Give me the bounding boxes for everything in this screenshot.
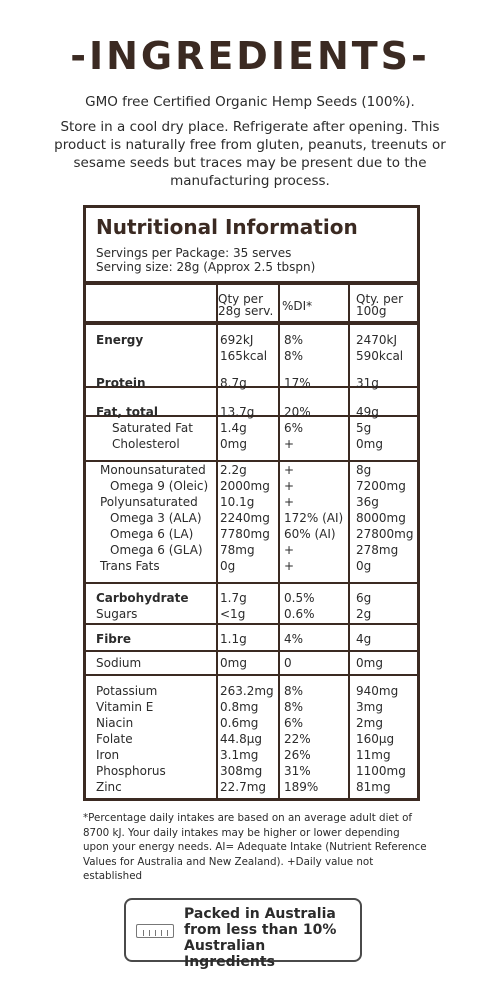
qty-per-100g: 0g [356,559,372,573]
percent-di: 6% [284,421,304,435]
qty-per-100g: 2mg [356,716,383,730]
qty-per-serve: 0mg [220,437,247,451]
percent-di: + [284,559,295,573]
nutrient-name: Carbohydrate [96,591,189,605]
qty-per-100g: 2g [356,607,372,621]
qty-per-serve: 22.7mg [220,780,267,794]
badge-line-2: from less than 10% [184,922,337,938]
badge-line-3: Australian Ingredients [184,938,275,970]
percent-di: + [284,437,295,451]
percent-di: 60% (AI) [284,527,336,541]
nutrient-name: Fat, total [96,405,158,419]
nutrient-name: Monounsaturated [100,463,206,477]
qty-per-serve: 2.2g [220,463,247,477]
column-divider-3 [348,285,350,801]
panel-title: Nutritional Information [96,215,358,239]
qty-per-100g: 49g [356,405,379,419]
percent-di: 8% [284,684,304,698]
qty-per-100g: 0mg [356,437,383,451]
qty-per-serve: 165kcal [220,349,268,363]
row-divider [86,623,417,625]
badge-line-1: Packed in Australia [184,906,336,922]
nutrient-name: Potassium [96,684,158,698]
qty-per-100g: 590kcal [356,349,404,363]
qty-per-100g: 8000mg [356,511,406,525]
nutrient-name: Protein [96,376,146,390]
header-per-100g-line2: 100g [356,304,387,318]
qty-per-100g: 4g [356,632,372,646]
nutrient-name: Phosphorus [96,764,166,778]
percent-di: + [284,543,295,557]
storage-text: Store in a cool dry place. Refrigerate after opening. This product is naturally free from gluten, peanuts, treenuts or sesame seeds but traces may be present due to the manufacturing process. [54,119,446,189]
qty-per-100g: 5g [356,421,372,435]
percent-di: 17% [284,376,311,390]
qty-per-100g: 1100mg [356,764,406,778]
percent-di: 0.5% [284,591,315,605]
qty-per-serve: 78mg [220,543,255,557]
qty-per-serve: 2240mg [220,511,270,525]
qty-per-serve: 0g [220,559,236,573]
qty-per-serve: 0.6mg [220,716,259,730]
percent-di: 20% [284,405,311,419]
qty-per-100g: 940mg [356,684,399,698]
nutrient-name: Omega 3 (ALA) [110,511,202,525]
nutrient-name: Omega 6 (GLA) [110,543,203,557]
percent-di: 26% [284,748,311,762]
qty-per-serve: 1.1g [220,632,247,646]
servings-per-package: Servings per Package: 35 serves [96,246,292,260]
qty-per-serve: 0mg [220,656,247,670]
qty-per-serve: 44.8µg [220,732,262,746]
percent-di: + [284,495,295,509]
qty-per-serve: 13.7g [220,405,255,419]
qty-per-100g: 3mg [356,700,383,714]
packed-in-australia-badge [124,898,362,970]
qty-per-serve: 8.7g [220,376,247,390]
nutrient-name: Folate [96,732,133,746]
qty-per-serve: 1.7g [220,591,247,605]
qty-per-serve: 2000mg [220,479,270,493]
row-divider [86,674,417,676]
ingredients-line: GMO free Certified Organic Hemp Seeds (100%). [85,94,415,110]
nutrient-name: Iron [96,748,120,762]
percent-di: 0 [284,656,292,670]
badge-text [184,906,360,970]
column-divider-1 [216,285,218,801]
header-per-serve-line1: Qty per [218,292,263,306]
percent-di: 8% [284,700,304,714]
footnote: *Percentage daily intakes are based on an average adult diet of 8700 kJ. Your daily intakes may be higher or lower depending upon your energy needs. AI= Adequate Intake (Nutrient Reference Values for Australia and New Zealand). +Daily value not established [83,812,427,883]
percent-di: + [284,463,295,477]
qty-per-100g: 2470kJ [356,333,398,347]
header-divider [86,281,417,285]
header-di: %DI* [282,299,313,313]
column-divider-2 [278,285,280,801]
qty-per-100g: 81mg [356,780,391,794]
nutrient-name: Fibre [96,632,131,646]
row-divider [86,650,417,652]
nutrient-name: Saturated Fat [112,421,193,435]
percent-di: 6% [284,716,304,730]
nutrient-name: Trans Fats [100,559,160,573]
qty-per-100g: 31g [356,376,379,390]
qty-per-serve: 10.1g [220,495,255,509]
nutrient-name: Vitamin E [96,700,154,714]
qty-per-serve: <1g [220,607,246,621]
nutrient-name: Energy [96,333,144,347]
nutrient-name: Sugars [96,607,138,621]
percent-di: 31% [284,764,311,778]
qty-per-100g: 278mg [356,543,399,557]
nutrient-name: Niacin [96,716,134,730]
row-divider [86,460,417,462]
page-title: -INGREDIENTS- [70,34,430,78]
qty-per-serve: 3.1mg [220,748,259,762]
qty-per-100g: 0mg [356,656,383,670]
nutrient-name: Polyunsaturated [100,495,198,509]
nutrient-name: Omega 6 (LA) [110,527,194,541]
nutrient-name: Omega 9 (Oleic) [110,479,209,493]
qty-per-100g: 6g [356,591,372,605]
qty-per-serve: 7780mg [220,527,270,541]
nutrient-name: Cholesterol [112,437,180,451]
percent-di: 189% [284,780,319,794]
nutrition-panel [83,205,420,801]
percent-di: 4% [284,632,304,646]
nutrient-name: Sodium [96,656,142,670]
qty-per-100g: 36g [356,495,379,509]
percent-di: 8% [284,349,304,363]
header-per-serve-line2: 28g serv. [218,304,274,318]
qty-per-100g: 27800mg [356,527,414,541]
qty-per-serve: 692kJ [220,333,254,347]
qty-per-100g: 7200mg [356,479,406,493]
qty-per-100g: 8g [356,463,372,477]
percent-di: 22% [284,732,311,746]
qty-per-serve: 308mg [220,764,263,778]
qty-per-100g: 11mg [356,748,391,762]
percent-di: 0.6% [284,607,315,621]
row-divider [86,582,417,584]
percent-di: 172% (AI) [284,511,344,525]
header-per-serve [218,293,273,317]
nutrient-name: Zinc [96,780,122,794]
qty-per-serve: 0.8mg [220,700,259,714]
ruler-bar-icon [136,924,174,938]
qty-per-serve: 263.2mg [220,684,274,698]
qty-per-serve: 1.4g [220,421,247,435]
percent-di: 8% [284,333,304,347]
percent-di: + [284,479,295,493]
header-per-100g-line1: Qty. per [356,292,404,306]
header-per-100g [356,293,403,317]
serving-size: Serving size: 28g (Approx 2.5 tbspn) [96,260,316,274]
qty-per-100g: 160µg [356,732,395,746]
table-top-divider [86,321,417,325]
